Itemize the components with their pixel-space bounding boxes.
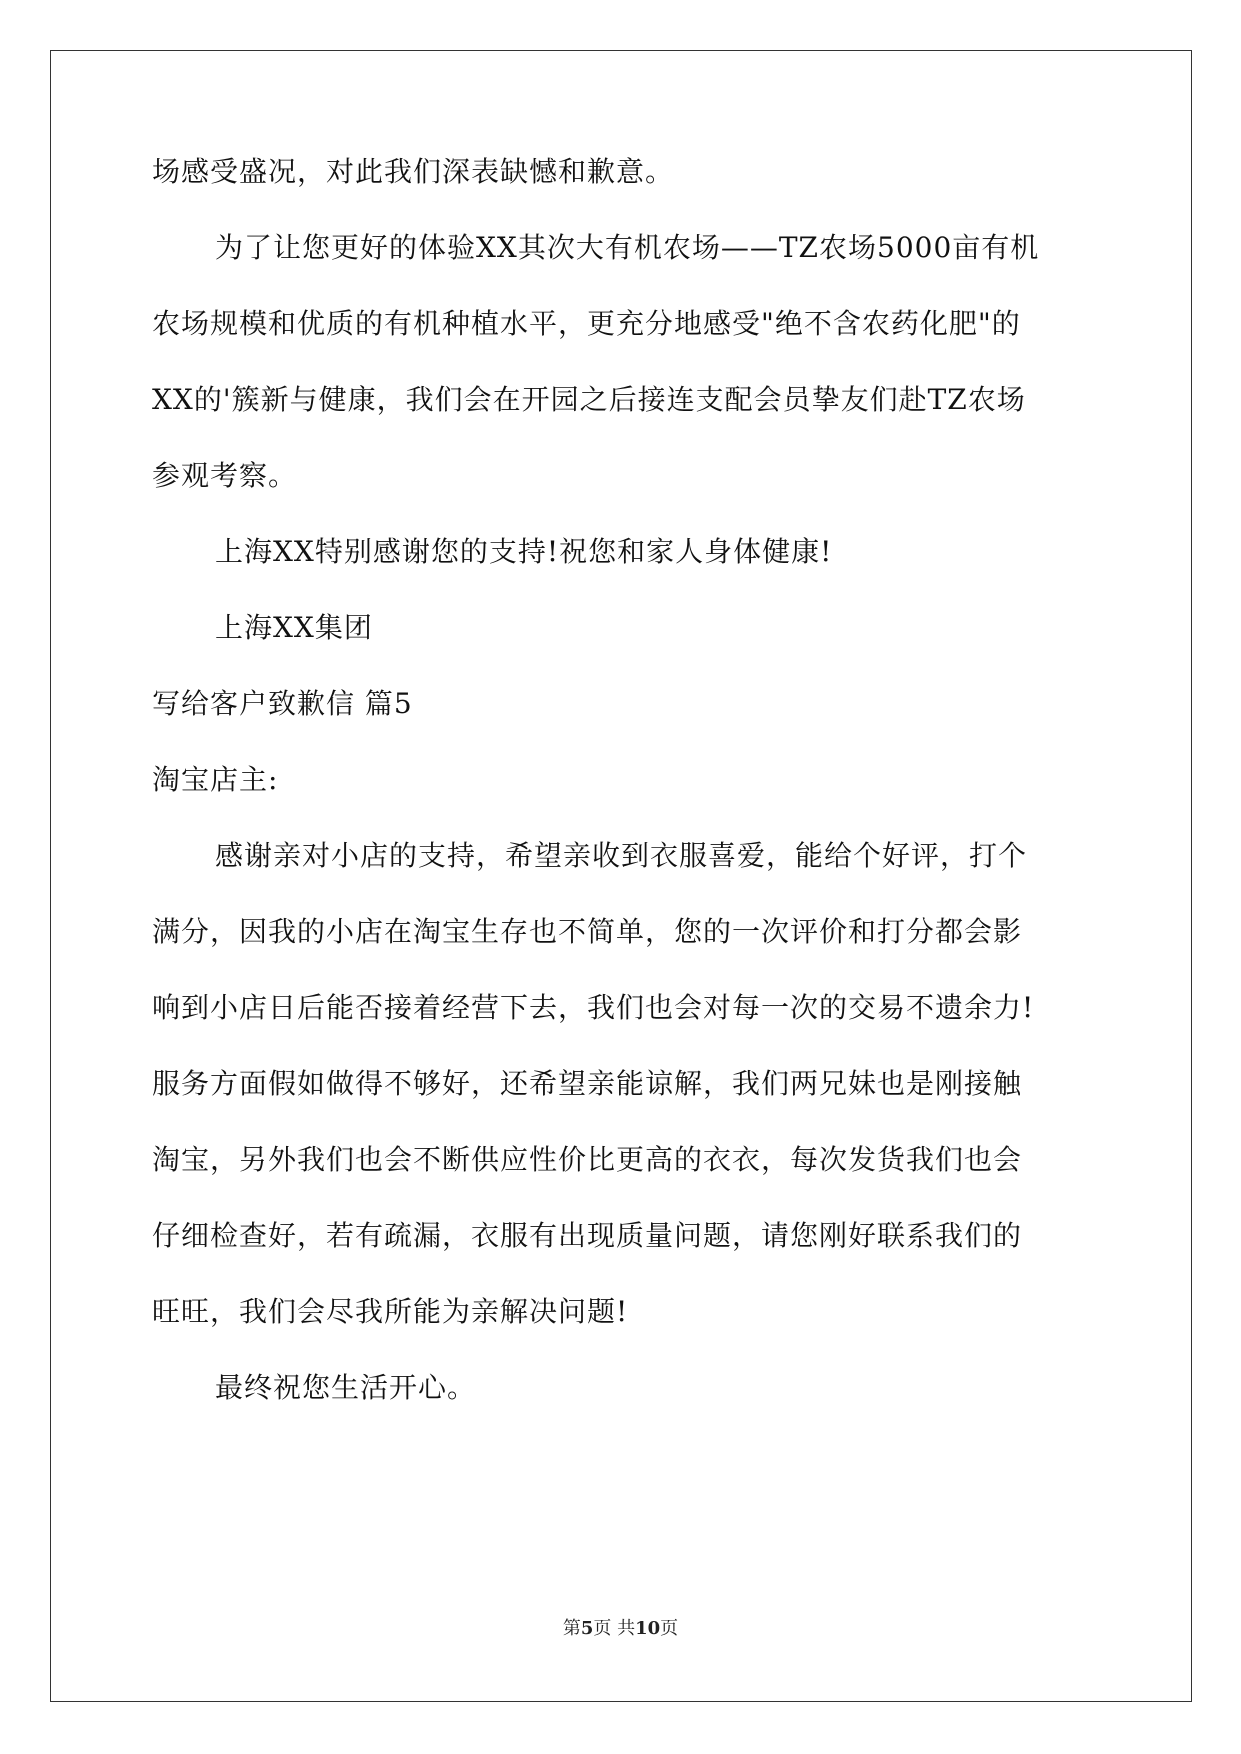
paragraph-line: 农场规模和优质的有机种植水平，更充分地感受"绝不含农药化肥"的 bbox=[152, 307, 1021, 340]
footer-middle: 页 共 bbox=[593, 1618, 636, 1639]
page-footer bbox=[0, 1617, 1241, 1641]
paragraph-line: XX的'簇新与健康，我们会在开园之后接连支配会员挚友们赴TZ农场 bbox=[152, 383, 1026, 416]
paragraph-line: 感谢亲对小店的支持，希望亲收到衣服喜爱，能给个好评，打个 bbox=[215, 839, 1028, 872]
paragraph-line: 淘宝，另外我们也会不断供应性价比更高的衣衣，每次发货我们也会 bbox=[152, 1143, 1023, 1176]
paragraph-line: 响到小店日后能否接着经营下去，我们也会对每一次的交易不遗余力! bbox=[152, 991, 1035, 1024]
current-page-number: 5 bbox=[580, 1618, 594, 1639]
section-heading: 写给客户致歉信 篇5 bbox=[152, 687, 413, 720]
footer-prefix: 第 bbox=[562, 1618, 581, 1639]
paragraph-line: 参观考察。 bbox=[152, 459, 298, 492]
page-border bbox=[50, 50, 1192, 1702]
total-page-count: 10 bbox=[635, 1618, 661, 1639]
paragraph-line: 旺旺，我们会尽我所能为亲解决问题! bbox=[152, 1295, 629, 1328]
paragraph-line: 满分，因我的小店在淘宝生存也不简单，您的一次评价和打分都会影 bbox=[152, 915, 1023, 948]
paragraph-line: 场感受盛况，对此我们深表缺憾和歉意。 bbox=[152, 155, 675, 188]
closing-line: 最终祝您生活开心。 bbox=[215, 1371, 477, 1404]
paragraph-line: 上海XX特别感谢您的支持!祝您和家人身体健康! bbox=[215, 535, 833, 568]
signature-line: 上海XX集团 bbox=[215, 611, 373, 644]
paragraph-line: 服务方面假如做得不够好，还希望亲能谅解，我们两兄妹也是刚接触 bbox=[152, 1067, 1023, 1100]
paragraph-line: 为了让您更好的体验XX其次大有机农场——TZ农场5000亩有机 bbox=[215, 231, 1040, 264]
paragraph-line: 仔细检查好，若有疏漏，衣服有出现质量问题，请您刚好联系我们的 bbox=[152, 1219, 1023, 1252]
salutation: 淘宝店主: bbox=[152, 763, 279, 796]
footer-suffix: 页 bbox=[660, 1618, 679, 1639]
